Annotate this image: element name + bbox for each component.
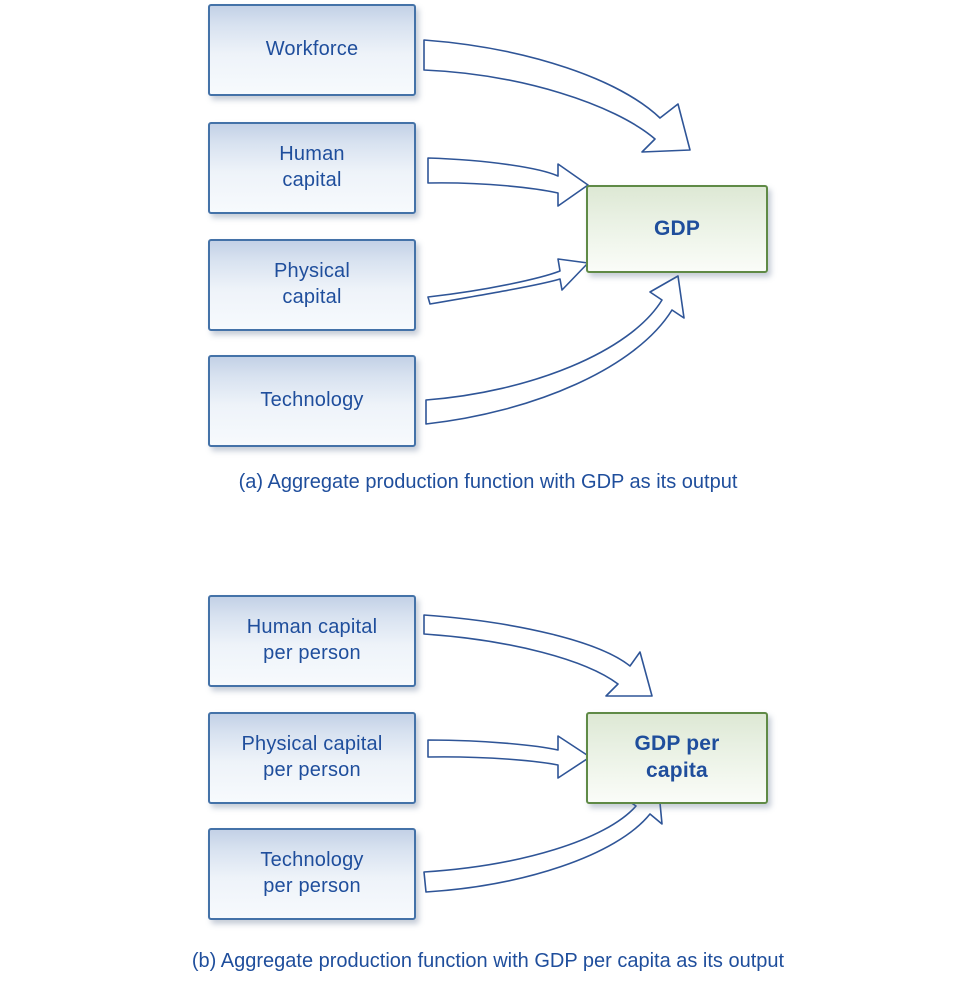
node-physical-capital-label: Physical capital	[273, 260, 351, 308]
node-gdp	[586, 185, 768, 273]
arrow-workforce-to-gdp	[424, 40, 690, 152]
caption-panel-a: (a) Aggregate production function with GDP as its output	[238, 471, 738, 493]
node-physical-capital	[208, 239, 416, 331]
panel-b-arrows	[0, 560, 976, 982]
node-physical-capital-per-person	[208, 712, 416, 804]
node-physical-capital-per-person-label: Physical capital per person	[241, 733, 383, 781]
node-gdp-label: GDP	[653, 216, 701, 240]
node-human-capital-per-person	[208, 595, 416, 687]
node-technology-per-person	[208, 828, 416, 920]
caption-panel-b: (b) Aggregate production function with GDP per capita as its output	[191, 950, 785, 972]
arrow-physical-capital-pp-to-gdp-pc	[428, 736, 590, 778]
node-human-capital-per-person-label: Human capital per person	[246, 616, 378, 664]
panel-b	[0, 560, 976, 982]
node-gdp-per-capita	[586, 712, 768, 804]
arrow-human-capital-to-gdp	[428, 158, 588, 206]
node-technology-label: Technology	[260, 389, 364, 412]
node-workforce	[208, 4, 416, 96]
node-human-capital-label: Human capital	[279, 143, 345, 191]
arrow-physical-capital-to-gdp	[428, 259, 588, 304]
arrow-human-capital-pp-to-gdp-pc	[424, 615, 652, 696]
node-human-capital	[208, 122, 416, 214]
node-technology-per-person-label: Technology per person	[260, 849, 364, 897]
node-workforce-label: Workforce	[265, 38, 359, 61]
node-gdp-per-capita-label: GDP per capita	[634, 732, 720, 782]
node-technology	[208, 355, 416, 447]
